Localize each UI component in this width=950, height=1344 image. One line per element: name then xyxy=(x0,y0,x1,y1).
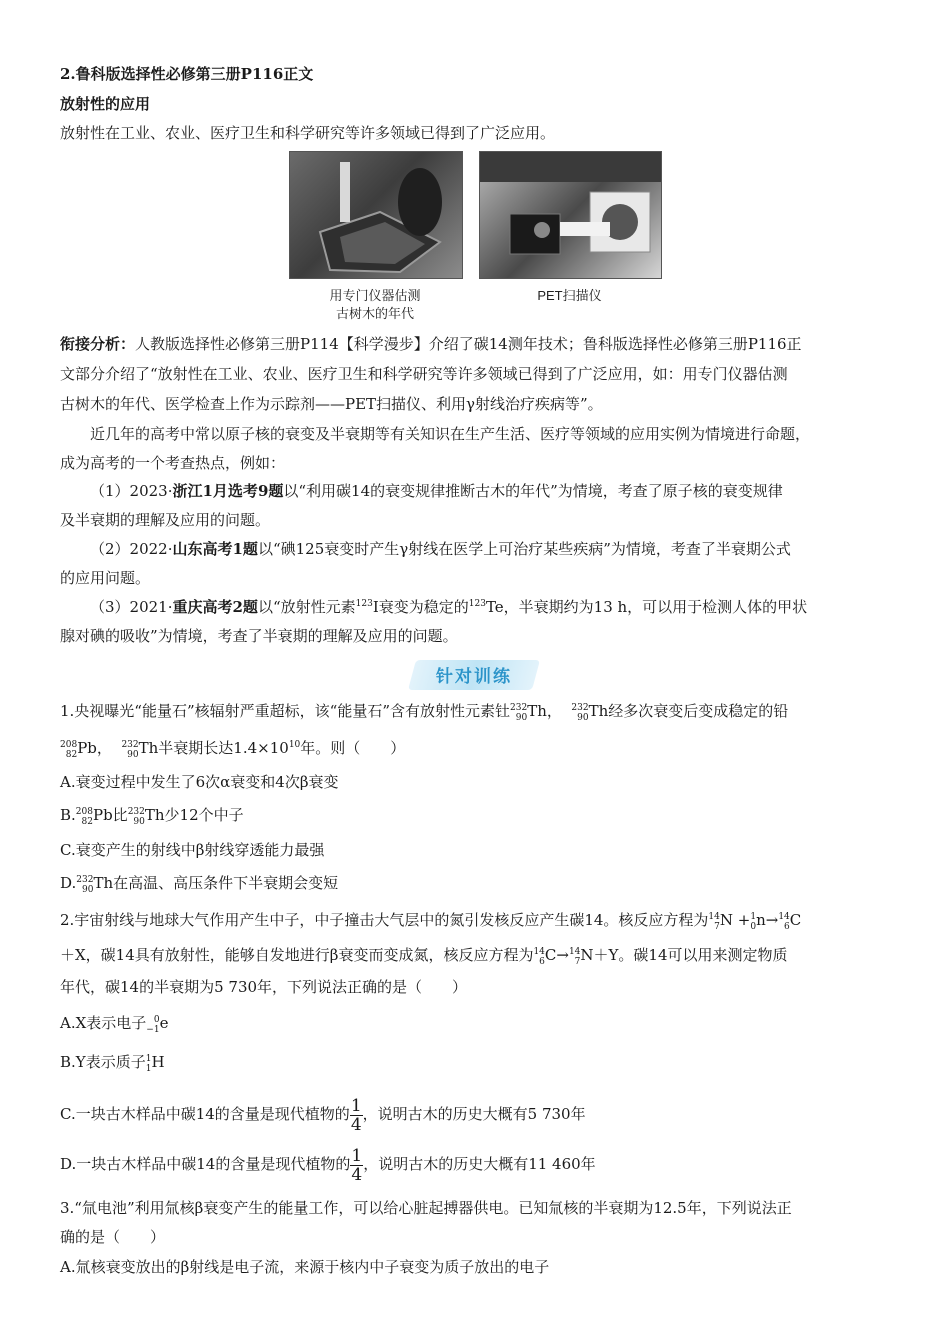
practice-banner: 针对训练 xyxy=(436,667,512,687)
q1-optd-a: D. xyxy=(60,874,77,892)
fraction-quarter xyxy=(350,1097,363,1134)
neutron-mass: 1 xyxy=(750,912,757,922)
th-z: 90 xyxy=(127,750,139,760)
th-mass: 232 xyxy=(127,807,145,817)
q1-stem-c: Th经多次衰变后变成稳定的铅 xyxy=(588,702,789,720)
q1-stem2-b: Th半衰期长达1.4×10 xyxy=(138,739,289,757)
q1-option-d xyxy=(60,872,338,895)
q2-stem2-c: C→ xyxy=(544,946,569,964)
example-2-line-2: 的应用问题。 xyxy=(60,569,151,587)
th-nuclide-2 xyxy=(571,703,588,723)
pet-scanner-illustration xyxy=(480,152,661,278)
q1-optb-c: Th少12个中子 xyxy=(144,806,244,824)
q2-optb-b: H xyxy=(151,1053,165,1071)
pb-nuclide-b xyxy=(76,807,93,827)
th-z: 90 xyxy=(133,817,145,827)
analysis-text-1: 人教版选择性必修第三册P114【科学漫步】介绍了碳14测年技术；鲁科版选择性必修第三册P116正 xyxy=(135,335,802,353)
fraction-quarter-d xyxy=(350,1147,363,1184)
q2-opta-a: A.X表示电子 xyxy=(60,1014,147,1032)
q2-option-b xyxy=(60,1051,165,1074)
neutron-z: 0 xyxy=(750,922,757,932)
pb-mass: 208 xyxy=(75,807,93,817)
pet-scanner-photo xyxy=(479,151,662,279)
q2-option-c xyxy=(60,1094,586,1134)
ex1-year: （1）2023· xyxy=(90,482,173,500)
n-nuclide-2 xyxy=(569,947,580,967)
ex2-text: 以“碘125衰变时产生γ射线在医学上可治疗某些疾病”为情境，考查了半衰期公式 xyxy=(257,540,791,558)
n-nuclide xyxy=(708,912,719,932)
fraction-denominator: 4 xyxy=(350,1114,362,1135)
section-title: 放射性的应用 xyxy=(60,95,151,113)
caption-line-1: 用专门仪器估测 xyxy=(329,288,421,303)
q2-stem-line-3: 年代，碳14的半衰期为5 730年，下列说法正确的是（ ） xyxy=(60,978,468,996)
example-1-line-2: 及半衰期的理解及应用的问题。 xyxy=(60,511,271,529)
q2-stem-line-1 xyxy=(60,909,801,932)
q2-stem2-a: ＋X，碳14具有放射性，能够自发地进行β衰变而变成氮，核反应方程为 xyxy=(60,946,534,964)
pet-scanner-caption: PET扫描仪 xyxy=(537,288,602,303)
th-mass: 232 xyxy=(121,740,139,750)
q2-stem1-a: 2.宇宙射线与地球大气作用产生中子，中子撞击大气层中的氮引发核反应产生碳14。核反应方程为 xyxy=(60,911,709,929)
th-mass: 232 xyxy=(510,703,528,713)
analysis-line-2: 文部分介绍了“放射性在工业、农业、医疗卫生和科学研究等许多领域已得到了广泛应用，如：用专门仪器估测 xyxy=(60,365,788,383)
q2-stem-line-2 xyxy=(60,944,788,967)
n-mass: 14 xyxy=(708,912,720,922)
source-heading: 2.鲁科版选择性必修第三册P116正文 xyxy=(60,65,314,83)
half-life-exponent: 10 xyxy=(288,740,301,750)
pb-mass: 208 xyxy=(60,740,78,750)
ex2-year: （2）2022· xyxy=(90,540,173,558)
electron-mass: 0 xyxy=(153,1015,160,1025)
fraction-numerator: 1 xyxy=(351,1145,363,1166)
tree-dating-photo xyxy=(289,151,463,279)
q1-option-c: C.衰变产生的射线中β射线穿透能力最强 xyxy=(60,841,325,859)
n-z: 7 xyxy=(574,957,581,967)
th-z: 90 xyxy=(515,713,528,723)
q1-stem-line-2 xyxy=(60,737,405,760)
ex2-exam: 山东高考1题 xyxy=(172,540,258,558)
q3-option-a: A.氚核衰变放出的β射线是电子流，来源于核内中子衰变为质子放出的电子 xyxy=(60,1258,550,1276)
q2-option-d xyxy=(60,1144,596,1184)
c-nuclide-2 xyxy=(533,947,544,967)
example-1 xyxy=(90,480,783,502)
q2-opta-b: e xyxy=(159,1014,169,1032)
pb-z: 82 xyxy=(65,750,78,760)
q2-option-a xyxy=(60,1012,168,1035)
proton-mass: 1 xyxy=(145,1054,152,1064)
ex3-year: （3）2021· xyxy=(90,598,173,616)
intro-text: 放射性在工业、农业、医疗卫生和科学研究等许多领域已得到了广泛应用。 xyxy=(60,124,556,142)
q1-optd-b: Th在高温、高压条件下半衰期会变短 xyxy=(93,874,339,892)
q2-stem2-n: N＋Y。碳14可以用来测定物质 xyxy=(580,946,788,964)
example-2 xyxy=(90,538,791,560)
q2-optc-b: ，说明古木的历史大概有5 730年 xyxy=(362,1105,586,1123)
q2-carbon: C xyxy=(789,911,802,929)
n-z: 7 xyxy=(714,922,720,932)
q1-stem-a: 1.央视曝光“能量石”核辐射严重超标，该“能量石”含有放射性元素钍 xyxy=(60,702,510,720)
c-mass: 14 xyxy=(778,912,790,922)
ex1-exam: 浙江1月选考9题 xyxy=(172,482,284,500)
analysis-line-3: 古树木的年代、医学检查上作为示踪剂——PET扫描仪、利用γ射线治疗疾病等”。 xyxy=(60,395,603,413)
th-nuclide-1 xyxy=(510,703,527,723)
tree-dating-caption xyxy=(289,287,461,323)
q1-optb-a: B. xyxy=(60,806,76,824)
tellurium-mass-number: 123 xyxy=(468,599,486,609)
q1-stem2-a: Pb， xyxy=(77,739,112,757)
c-z: 6 xyxy=(539,957,545,967)
c-z: 6 xyxy=(784,922,790,932)
ex3-exam: 重庆高考2题 xyxy=(172,598,258,616)
q1-option-b xyxy=(60,804,244,827)
th-nuclide-d xyxy=(76,875,93,895)
iodine-mass-number: 123 xyxy=(355,599,373,609)
th-z: 90 xyxy=(577,713,589,723)
ex1-text: 以“利用碳14的衰变规律推断古木的年代”为情境，考查了原子核的衰变规律 xyxy=(283,482,783,500)
fraction-numerator: 1 xyxy=(350,1095,362,1116)
caption-line-2: 古树木的年代 xyxy=(335,306,414,321)
th-mass: 232 xyxy=(76,875,94,885)
q2-optc-a: C.一块古木样品中碳14的含量是现代植物的 xyxy=(60,1105,350,1123)
q2-optd-a: D.一块古木样品中碳14的含量是现代植物的 xyxy=(60,1155,351,1173)
ex3-text-2: I衰变为稳定的 xyxy=(372,598,469,616)
para1-line-1: 近几年的高考中常以原子核的衰变及半衰期等有关知识在生产生活、医疗等领域的应用实例为情境进行命题， xyxy=(90,425,811,443)
th-nuclide-3 xyxy=(121,740,138,760)
q3-stem-line-2: 确的是（ ） xyxy=(60,1228,166,1246)
q1-optb-b: Pb比 xyxy=(92,806,128,824)
q2-optb-a: B.Y表示质子 xyxy=(60,1053,146,1071)
th-mass: 232 xyxy=(571,703,589,713)
para1-line-2: 成为高考的一个考查热点，例如： xyxy=(60,454,286,472)
c-nuclide xyxy=(778,912,789,932)
th-nuclide-b xyxy=(128,807,145,827)
fraction-denominator: 4 xyxy=(351,1164,363,1185)
q3-stem-line-1: 3.“氚电池”利用氚核β衰变产生的能量工作，可以给心脏起搏器供电。已知氚核的半衰期为12.5年，下列说法正 xyxy=(60,1199,792,1217)
q2-optd-b: ，说明古木的历史大概有11 460年 xyxy=(363,1155,596,1173)
q1-option-a: A.衰变过程中发生了6次α衰变和4次β衰变 xyxy=(60,773,339,791)
q2-neutron: n→ xyxy=(756,911,779,929)
electron-nuclide xyxy=(146,1015,159,1035)
q1-stem2-c: 年。则（ ） xyxy=(300,739,406,757)
q2-nitrogen: N xyxy=(719,911,733,929)
q2-plus: + xyxy=(737,911,751,929)
proton-z: 1 xyxy=(145,1064,152,1074)
pb-z: 82 xyxy=(81,817,93,827)
example-3 xyxy=(90,596,807,618)
th-z: 90 xyxy=(82,885,94,895)
tree-dating-illustration xyxy=(290,152,462,278)
example-3-line-2: 腺对碘的吸收”为情境，考查了半衰期的理解及应用的问题。 xyxy=(60,627,458,645)
c-mass: 14 xyxy=(533,947,545,957)
q1-stem-line-1 xyxy=(60,700,788,723)
analysis-label: 衔接分析： xyxy=(60,335,136,353)
pb-nuclide xyxy=(60,740,77,760)
ex3-text-1: 以“放射性元素 xyxy=(257,598,356,616)
q1-stem-b: Th， xyxy=(527,702,562,720)
analysis-line-1 xyxy=(60,333,802,355)
n-mass: 14 xyxy=(568,947,581,957)
electron-z: −1 xyxy=(146,1025,160,1035)
ex3-text-3: Te，半衰期约为13 h，可以用于检测人体的甲状 xyxy=(485,598,808,616)
